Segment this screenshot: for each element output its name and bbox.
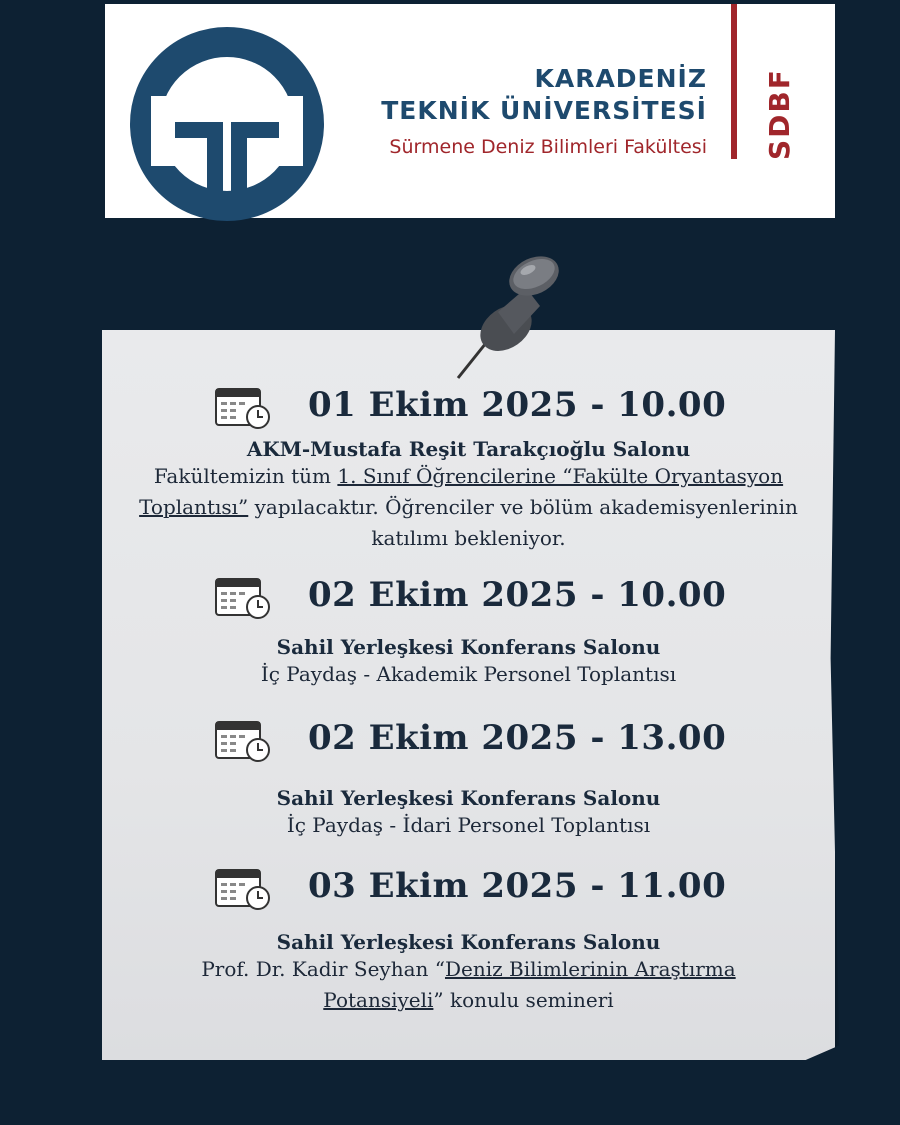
calendar-clock-icon <box>214 866 272 912</box>
event-1 <box>102 385 835 554</box>
event-venue: Sahil Yerleşkesi Konferans Salonu <box>276 786 661 810</box>
event-venue: Sahil Yerleşkesi Konferans Salonu <box>276 930 661 954</box>
university-logo-icon <box>129 26 325 222</box>
calendar-clock-icon <box>214 718 272 764</box>
description-text: Fakültemizin tüm <box>153 464 338 488</box>
event-date: 01 Ekim 2025 - 10.00 <box>308 385 727 425</box>
description-text: ” konulu semineri <box>433 988 614 1012</box>
calendar-clock-icon <box>214 385 272 431</box>
event-description: İç Paydaş - İdari Personel Toplantısı <box>286 813 651 837</box>
description-underlined: Deniz Bilimlerinin Araştırma Potansiyeli <box>323 957 736 1012</box>
event-date: 02 Ekim 2025 - 13.00 <box>308 718 727 758</box>
university-name-line1: KARADENİZ <box>534 64 707 93</box>
university-name-line2: TEKNİK ÜNİVERSİTESİ <box>381 96 707 125</box>
description-underlined: 1. Sınıf Öğrencilerine “Fakülte Oryantasyon Toplantısı” <box>139 464 784 519</box>
event-venue: Sahil Yerleşkesi Konferans Salonu <box>276 635 661 659</box>
push-pin-icon <box>448 250 568 385</box>
event-date: 02 Ekim 2025 - 10.00 <box>308 575 727 615</box>
divider-bar <box>731 4 737 159</box>
faculty-abbreviation: SDBF <box>763 68 796 160</box>
header-banner <box>103 2 837 220</box>
event-description: İç Paydaş - Akademik Personel Toplantısı <box>260 662 677 686</box>
event-venue: AKM-Mustafa Reşit Tarakçıoğlu Salonu <box>246 437 691 461</box>
faculty-name: Sürmene Deniz Bilimleri Fakültesi <box>389 136 707 158</box>
description-text: yapılacaktır. Öğrenciler ve bölüm akademisyenlerinin katılımı bekleniyor. <box>248 495 798 550</box>
calendar-clock-icon <box>214 575 272 621</box>
event-3 <box>102 718 835 841</box>
description-text: Prof. Dr. Kadir Seyhan “ <box>201 957 445 981</box>
event-4 <box>102 866 835 1016</box>
event-description <box>102 461 835 554</box>
event-description <box>102 954 835 1016</box>
event-2 <box>102 575 835 690</box>
event-date: 03 Ekim 2025 - 11.00 <box>308 866 727 906</box>
